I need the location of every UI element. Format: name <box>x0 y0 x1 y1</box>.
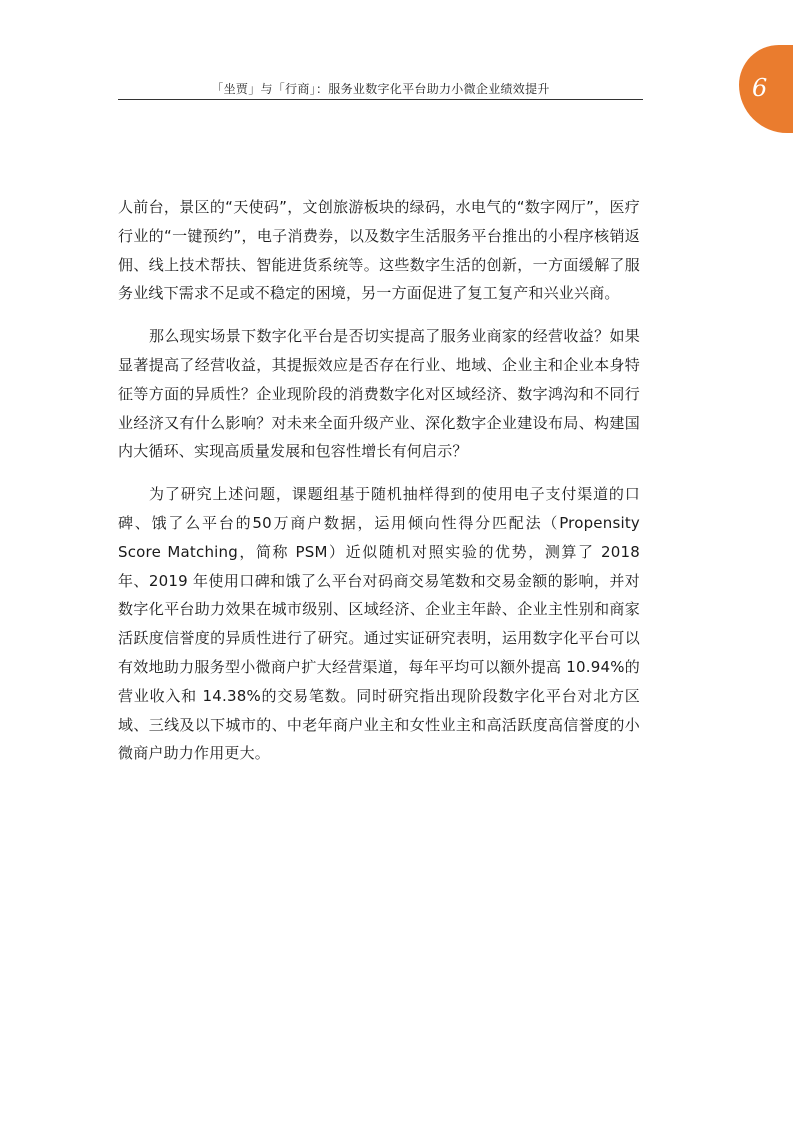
paragraph-3: 为了研究上述问题，课题组基于随机抽样得到的使用电子支付渠道的口碑、饿了么平台的50万商户数据，运用倾向性得分匹配法（Propensity Score Matching，简称 PSM）近似随机对照实验的优势，测算了 2018 年、2019 年使用口碑和饿了么平台对码商交易笔数和交易金额的影响，并对数字化平台助力效果在城市级别、区域经济、企业主年龄、企业主性别和商家活跃度信誉度的异质性进行了研究。通过实证研究表明，运用数字化平台可以有效地助力服务型小微商户扩大经营渠道，每年平均可以额外提高 10.94%的营业收入和 14.38%的交易笔数。同时研究指出现阶段数字化平台对北方区域、三线及以下城市的、中老年商户业主和女性业主和高活跃度高信誉度的小微商户助力作用更大。 <box>118 485 640 763</box>
header-divider <box>118 99 643 100</box>
running-header-title: 「坐贾」与「行商」：服务业数字化平台助力小微企业绩效提升 <box>211 82 550 96</box>
paragraph-2: 那么现实场景下数字化平台是否切实提高了服务业商家的经营收益？如果显著提高了经营收益，其提振效应是否存在行业、地域、企业主和企业本身特征等方面的异质性？企业现阶段的消费数字化对区域经济、数字鸿沟和不同行业经济又有什么影响？对未来全面升级产业、深化数字企业建设布局、构建国内大循环、实现高质量发展和包容性增长有何启示？ <box>118 327 640 461</box>
body-text <box>118 193 640 782</box>
page-number: 6 <box>752 74 768 102</box>
paragraph-1: 人前台，景区的“天使码”，文创旅游板块的绿码，水电气的“数字网厅”，医疗行业的“一键预约”，电子消费券，以及数字生活服务平台推出的小程序核销返佣、线上技术帮扶、智能进货系统等。这些数字生活的创新，一方面缓解了服务业线下需求不足或不稳定的困境，另一方面促进了复工复产和兴业兴商。 <box>118 198 640 303</box>
